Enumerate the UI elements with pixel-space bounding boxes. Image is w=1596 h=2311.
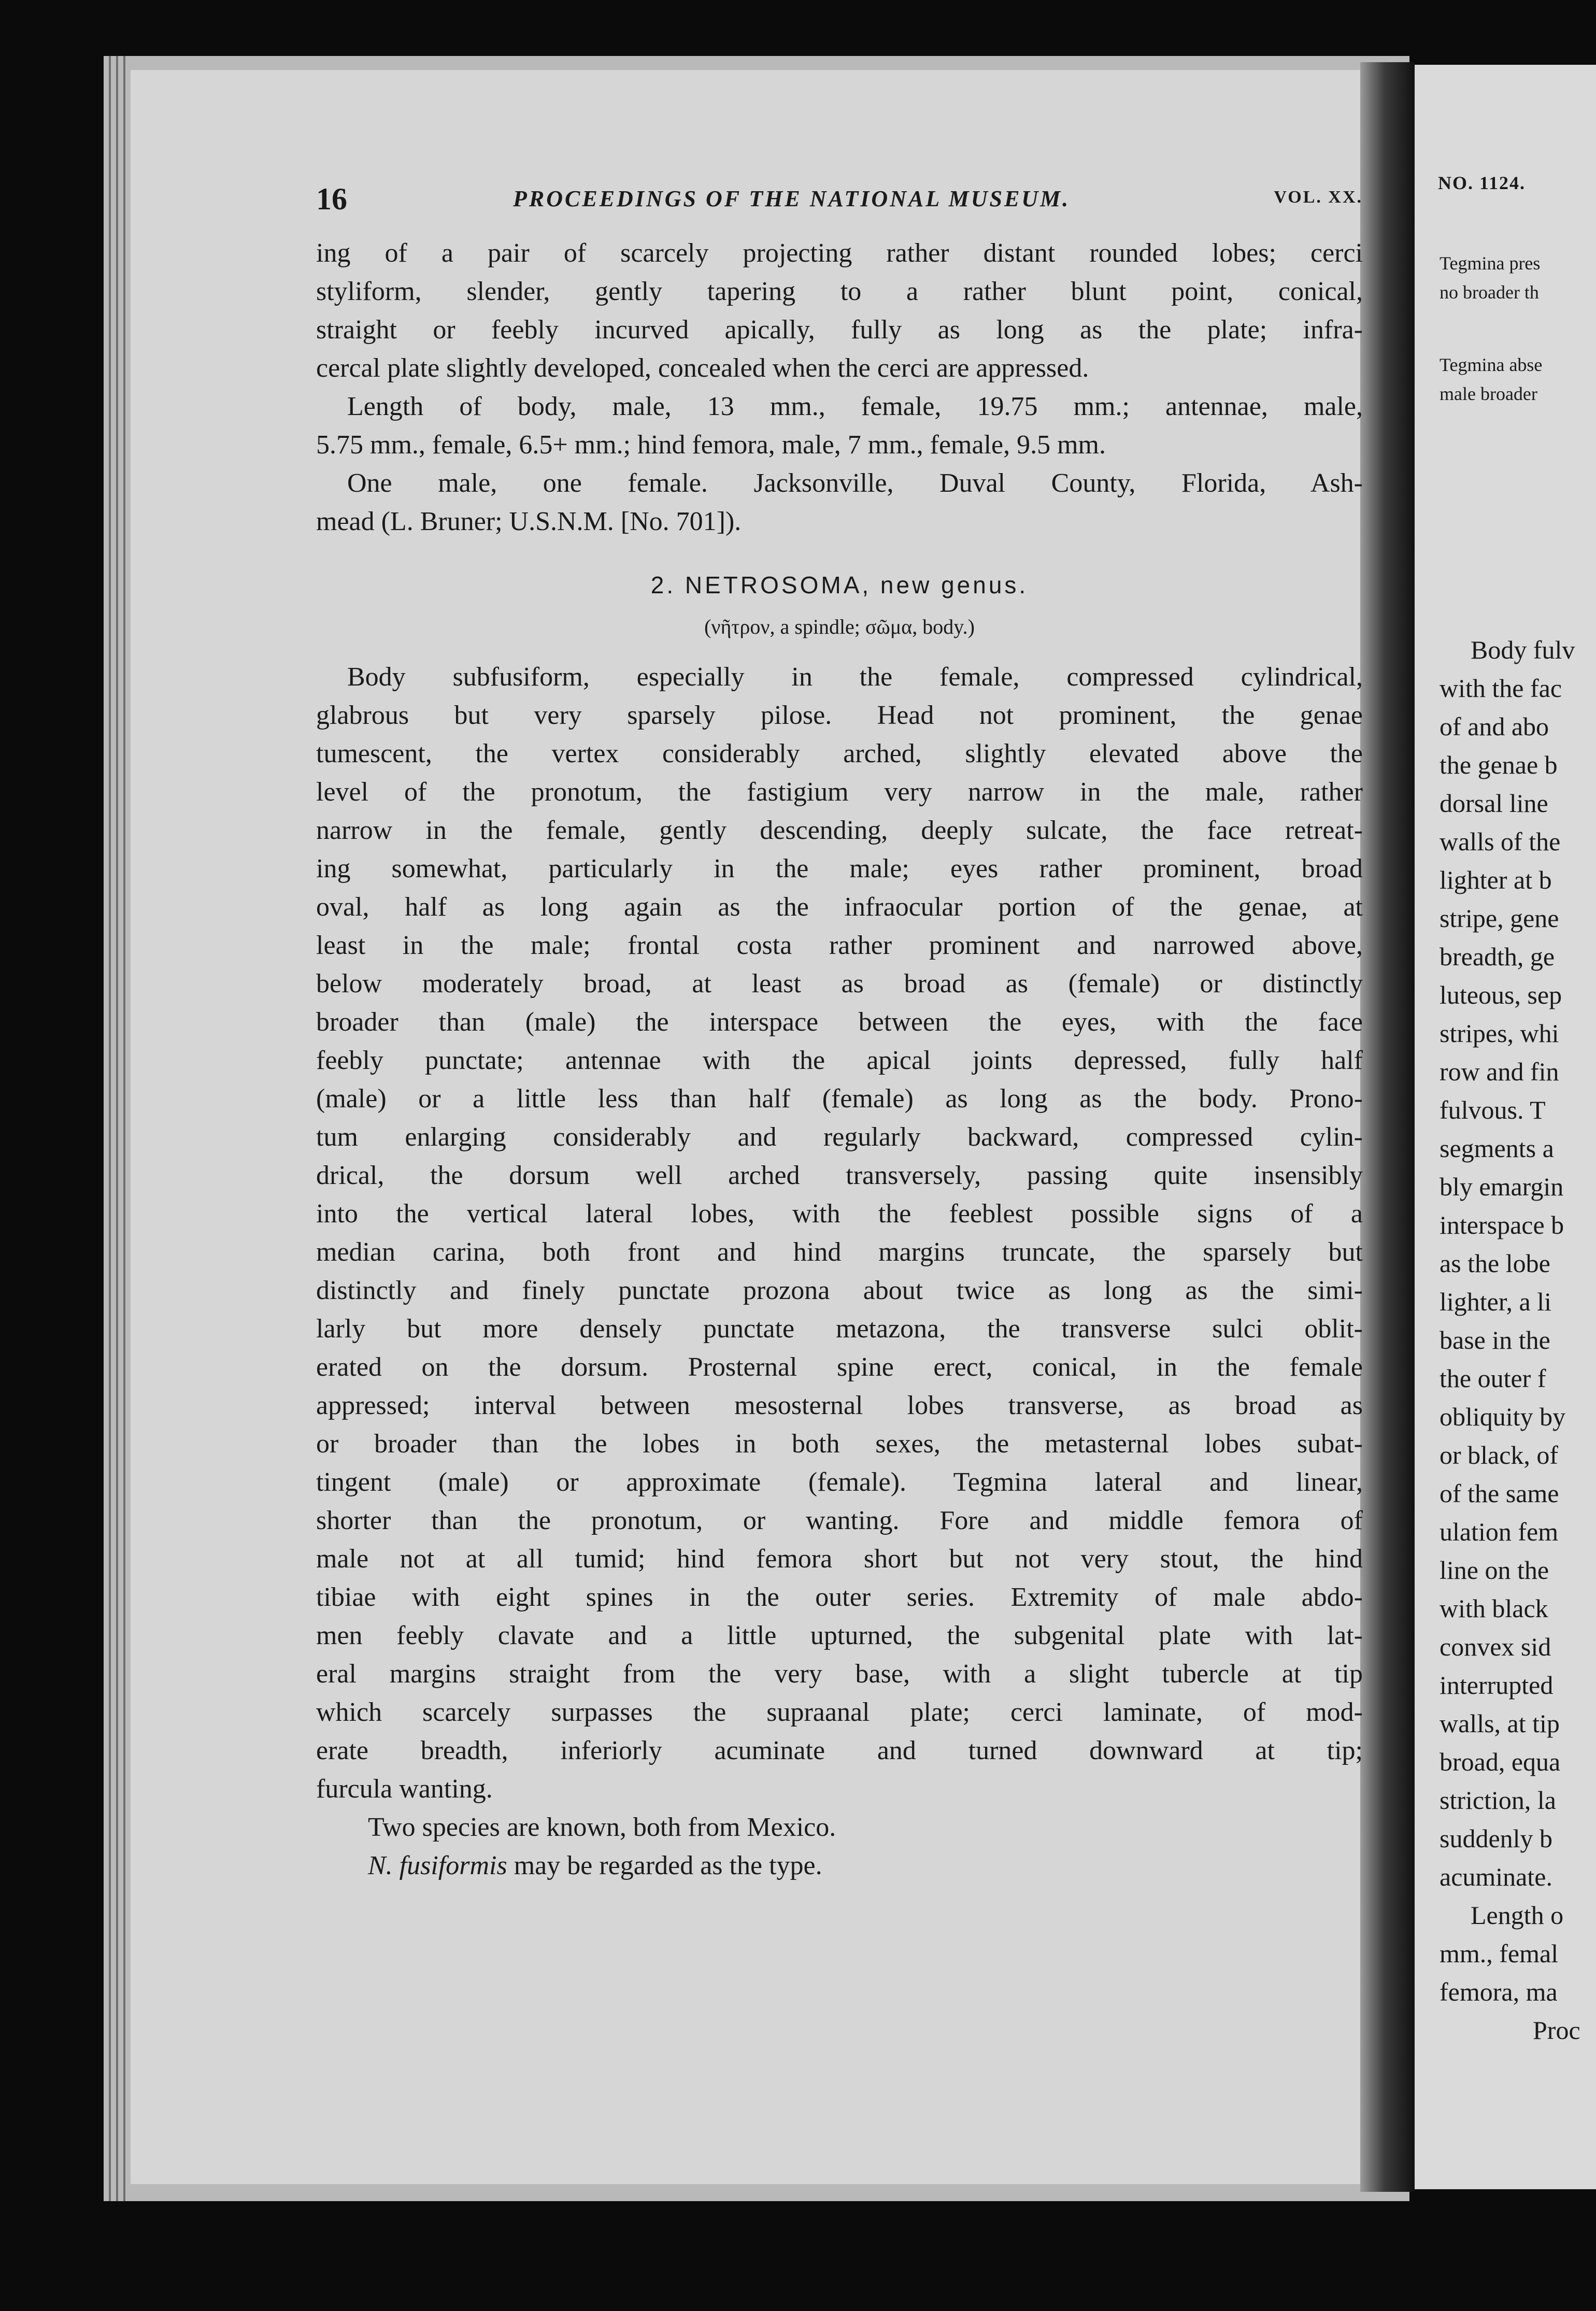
text-line: as the lobe [1440, 1249, 1550, 1278]
species-note: Two species are known, both from Mexico. [368, 1813, 836, 1842]
text-line: which scarcely surpasses the supraanal plate; cerci laminate, of mod- [316, 1697, 1363, 1727]
text-line: narrow in the female, gently descending, deeply sulcate, the face retreat- [316, 816, 1363, 845]
text-line: 5.75 mm., female, 6.5+ mm.; hind femora, male, 7 mm., female, 9.5 mm. [316, 430, 1106, 460]
book-gutter [1360, 62, 1415, 2192]
text-line: styliform, slender, gently tapering to a rather blunt point, conical, [316, 277, 1363, 306]
page-edge [116, 56, 118, 2201]
text-line: the genae b [1440, 750, 1558, 779]
text-line: of and abo [1440, 712, 1549, 741]
right-page [1415, 65, 1596, 2189]
type-species-name: N. fusiformis [368, 1851, 507, 1880]
text-line: level of the pronotum, the fastigium very narrow in the male, rather [316, 777, 1363, 807]
text-line: striction, la [1440, 1786, 1556, 1815]
text-line: glabrous but very sparsely pilose. Head not prominent, the genae [316, 701, 1363, 730]
volume-label: VOL. XX. [1274, 188, 1363, 207]
continuation-paragraph [316, 234, 1363, 388]
text-line: straight or feebly incurved apically, fully as long as the plate; infra- [316, 315, 1363, 345]
text-line: acuminate. [1440, 1862, 1552, 1891]
text-line: obliquity by [1440, 1402, 1566, 1431]
text-line: ing of a pair of scarcely projecting rather distant rounded lobes; cerci [316, 238, 1363, 268]
text-line: luteous, sep [1440, 980, 1562, 1009]
page-number: 16 [316, 182, 347, 216]
length-paragraph [316, 388, 1363, 464]
text-line: One male, one female. Jacksonville, Duval County, Florida, Ash- [347, 468, 1363, 498]
text-line: stripe, gene [1440, 904, 1559, 933]
text-line: fulvous. T [1440, 1095, 1546, 1124]
text-line: Tegmina pres [1440, 253, 1541, 274]
text-line: (male) or a little less than half (female) as long as the body. Prono- [316, 1084, 1363, 1114]
text-line: the outer f [1440, 1364, 1546, 1393]
text-line: tibiae with eight spines in the outer series. Extremity of male abdo- [316, 1582, 1363, 1612]
text-line: Length o [1471, 1901, 1564, 1930]
text-line: furcula wanting. [316, 1774, 493, 1804]
specimen-paragraph [316, 464, 1363, 541]
text-line: femora, ma [1440, 1977, 1558, 2006]
text-line: with black [1440, 1594, 1548, 1623]
text-line: row and fin [1440, 1057, 1559, 1086]
text-line: interspace b [1440, 1210, 1564, 1239]
type-note [316, 1847, 1363, 1885]
text-line: breadth, ge [1440, 942, 1555, 971]
text-line: dorsal line [1440, 789, 1548, 818]
text-line: walls of the [1440, 827, 1561, 856]
text-line: with the fac [1440, 674, 1562, 703]
text-line: cercal plate slightly developed, concealed when the cerci are appressed. [316, 353, 1089, 383]
text-line: tum enlarging considerably and regularly backward, compressed cylin- [316, 1122, 1363, 1152]
text-line: mead (L. Bruner; U.S.N.M. [No. 701]). [316, 507, 742, 536]
text-line: oval, half as long again as the infraocular portion of the genae, at [316, 892, 1363, 922]
type-note-text: may be regarded as the type. [507, 1851, 822, 1880]
text-line: feebly punctate; antennae with the apical joints depressed, fully half [316, 1046, 1363, 1075]
text-line: least in the male; frontal costa rather prominent and narrowed above, [316, 931, 1363, 960]
text-line: line on the [1440, 1556, 1549, 1585]
text-line: below moderately broad, at least as broad as (female) or distinctly [316, 969, 1363, 998]
page-edge [109, 56, 111, 2201]
text-line: convex sid [1440, 1632, 1551, 1661]
text-line: Length of body, male, 13 mm., female, 19.75 mm.; antennae, male, [347, 392, 1363, 421]
text-line: or broader than the lobes in both sexes, the metasternal lobes subat- [316, 1429, 1363, 1459]
genus-heading: 2. NETROSOMA, new genus. [650, 572, 1029, 598]
text-line: ing somewhat, particularly in the male; eyes rather prominent, broad [316, 854, 1363, 883]
text-line: appressed; interval between mesosternal lobes transverse, as broad as [316, 1391, 1363, 1420]
text-line: base in the [1440, 1325, 1550, 1354]
text-line: male broader [1440, 383, 1537, 404]
text-line: eral margins straight from the very base, with a slight tubercle at tip [316, 1659, 1363, 1689]
page-edge [123, 56, 125, 2201]
text-line: Body subfusiform, especially in the female, compressed cylindrical, [347, 662, 1363, 692]
text-line: larly but more densely punctate metazona, the transverse sulci oblit- [316, 1314, 1363, 1344]
genus-description [316, 658, 1363, 1808]
journal-title: PROCEEDINGS OF THE NATIONAL MUSEUM. [513, 186, 1071, 211]
text-line: interrupted [1440, 1671, 1554, 1700]
text-line: or black, of [1440, 1440, 1559, 1470]
text-line: Tegmina abse [1440, 354, 1543, 375]
key-text [1440, 249, 1596, 408]
text-line: Proc [1533, 2016, 1580, 2045]
text-line: male not at all tumid; hind femora short but not very stout, the hind [316, 1544, 1363, 1574]
text-line: into the vertical lateral lobes, with the feeblest possible signs of a [316, 1199, 1363, 1229]
text-line: bly emargin [1440, 1172, 1564, 1201]
right-page-header: NO. 1124. [1438, 173, 1526, 193]
text-line: ulation fem [1440, 1517, 1559, 1546]
text-line: stripes, whi [1440, 1019, 1559, 1048]
text-line: no broader th [1440, 282, 1539, 303]
text-line: broader than (male) the interspace between the eyes, with the face [316, 1007, 1363, 1037]
text-line: men feebly clavate and a little upturned, the subgenital plate with lat- [316, 1621, 1363, 1650]
text-line: walls, at tip [1440, 1709, 1560, 1738]
text-line: erate breadth, inferiorly acuminate and turned downward at tip; [316, 1736, 1363, 1765]
text-line: erated on the dorsum. Prosternal spine erect, conical, in the female [316, 1352, 1363, 1382]
text-line: lighter at b [1440, 865, 1552, 894]
etymology-note: (νῆτρον, a spindle; σῶμα, body.) [704, 615, 975, 638]
text-line: Body fulv [1471, 635, 1575, 664]
left-page-text [316, 234, 1363, 1885]
text-line: shorter than the pronotum, or wanting. Fore and middle femora of [316, 1506, 1363, 1535]
text-line: drical, the dorsum well arched transversely, passing quite insensibly [316, 1161, 1363, 1190]
text-line: mm., femal [1440, 1939, 1559, 1968]
text-line: suddenly b [1440, 1824, 1553, 1853]
running-head [316, 181, 1363, 216]
text-line: median carina, both front and hind margins truncate, the sparsely but [316, 1237, 1363, 1267]
text-line: tingent (male) or approximate (female). Tegmina lateral and linear, [316, 1467, 1363, 1497]
text-line: tumescent, the vertex considerably arched, slightly elevated above the [316, 739, 1363, 768]
text-line: of the same [1440, 1479, 1559, 1508]
text-line: distinctly and finely punctate prozona about twice as long as the simi- [316, 1276, 1363, 1305]
text-line: lighter, a li [1440, 1287, 1551, 1316]
species-description [1440, 631, 1596, 2049]
text-line: broad, equa [1440, 1747, 1561, 1776]
text-line: segments a [1440, 1134, 1554, 1163]
